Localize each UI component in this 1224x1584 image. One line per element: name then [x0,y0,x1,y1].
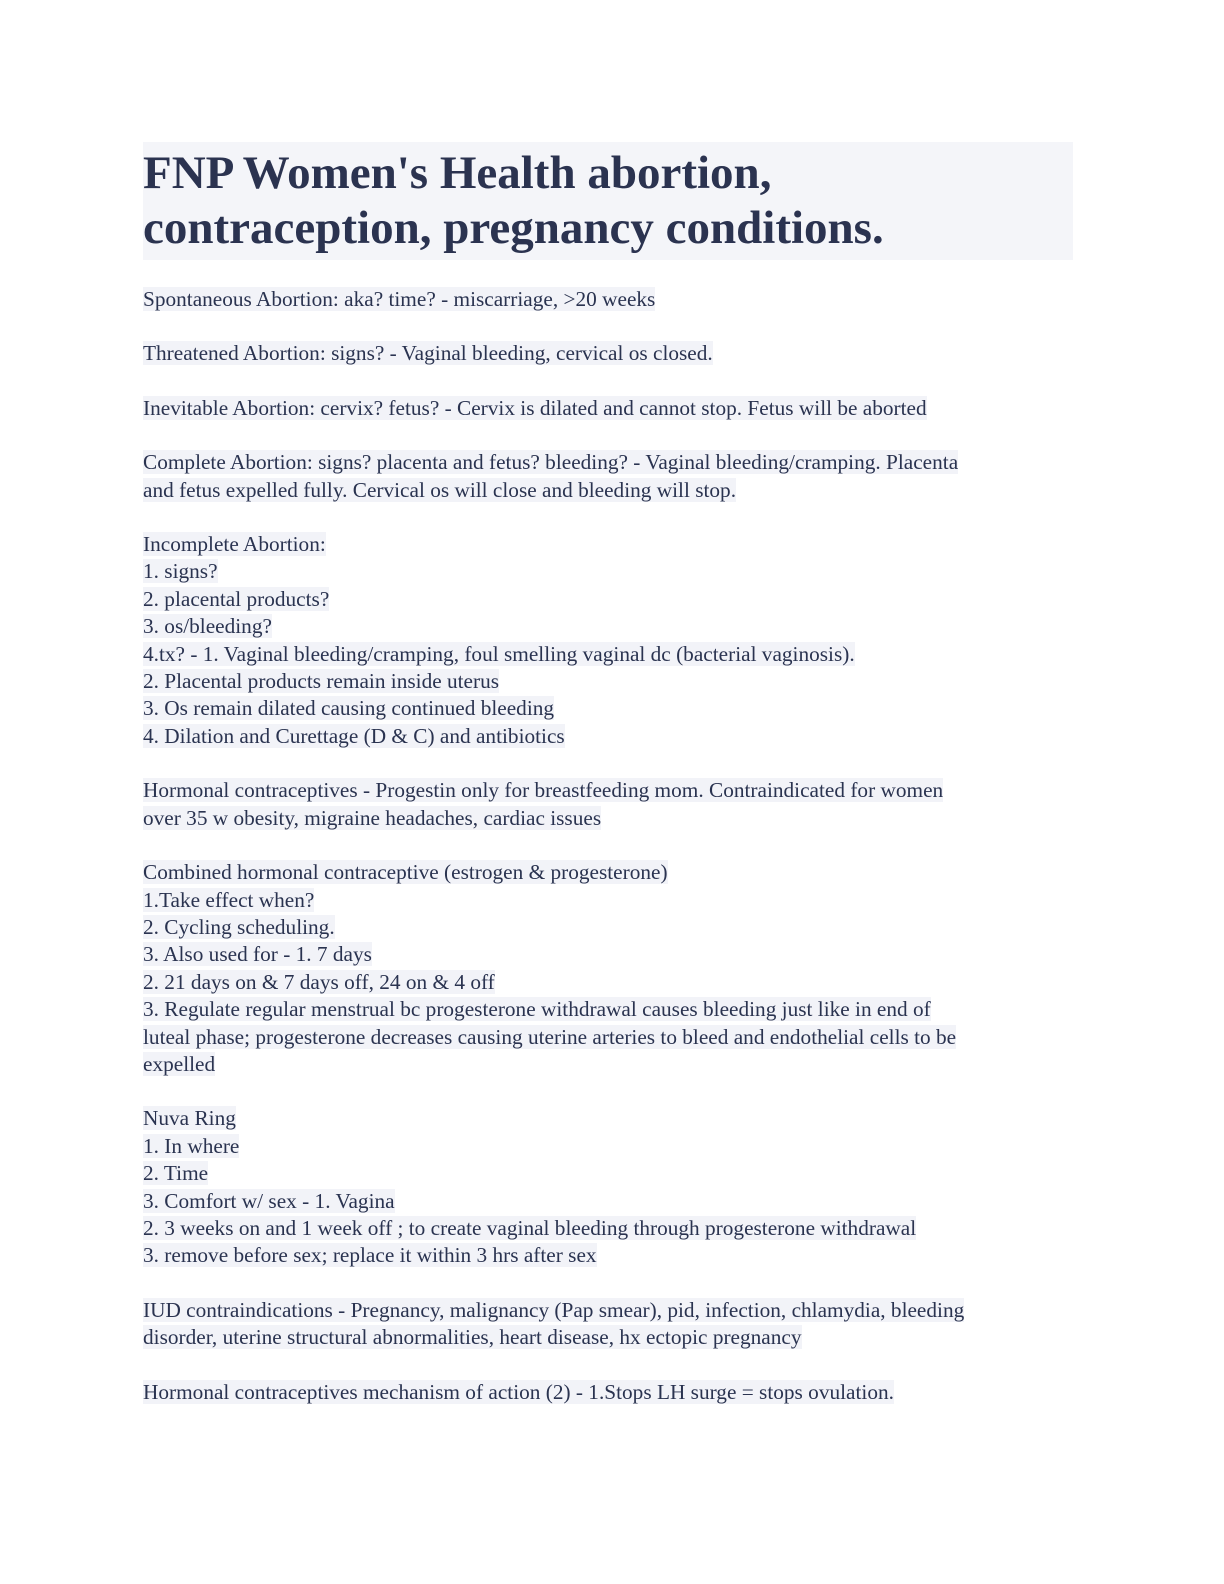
text-line-content: 2. 21 days on & 7 days off, 24 on & 4 off [143,969,495,994]
text-line [143,996,1073,1023]
text-line-content: 3. Os remain dilated causing continued bleeding [143,696,555,721]
text-line-content: Nuva Ring [143,1106,236,1131]
text-line [143,1024,1073,1051]
text-line-content: Complete Abortion: signs? placenta and fetus? bleeding? - Vaginal bleeding/cramping. Placenta [143,450,959,475]
text-line [143,1324,1073,1351]
text-line [143,1379,1073,1406]
text-line [143,395,1073,422]
flashcard-block [143,859,1073,1078]
text-line-content: 3. os/bleeding? [143,614,272,639]
text-line [143,914,1073,941]
text-line-content: and fetus expelled fully. Cervical os will close and bleeding will stop. [143,477,737,502]
text-line [143,477,1073,504]
text-line [143,1188,1073,1215]
text-line [143,449,1073,476]
text-line [143,887,1073,914]
text-line-content: 1. signs? [143,559,218,584]
text-line [143,859,1073,886]
flashcard-block [143,531,1073,750]
text-line-content: 4. Dilation and Curettage (D & C) and antibiotics [143,723,565,748]
text-line [143,969,1073,996]
text-line-content: 4.tx? - 1. Vaginal bleeding/cramping, foul smelling vaginal dc (bacterial vaginosis). [143,641,855,666]
text-line [143,723,1073,750]
flashcard-block [143,449,1073,504]
text-line-content: Hormonal contraceptives mechanism of action (2) - 1.Stops LH surge = stops ovulation. [143,1379,894,1404]
flashcard-block [143,777,1073,832]
text-line-content: 2. Cycling scheduling. [143,914,335,939]
text-line-content: Combined hormonal contraceptive (estrogen & progesterone) [143,860,668,885]
text-line [143,1242,1073,1269]
text-line-content: 2. placental products? [143,586,330,611]
text-line-content: Threatened Abortion: signs? - Vaginal bleeding, cervical os closed. [143,341,713,366]
document-page [143,142,1073,1433]
text-line [143,805,1073,832]
text-line-content: 3. Comfort w/ sex - 1. Vagina [143,1188,395,1213]
text-line-content: Spontaneous Abortion: aka? time? - miscarriage, >20 weeks [143,287,656,311]
text-line-content: 3. Regulate regular menstrual bc progesterone withdrawal causes bleeding just like in end of [143,997,931,1022]
text-line-content: IUD contraindications - Pregnancy, malignancy (Pap smear), pid, infection, chlamydia, bleeding [143,1297,965,1322]
text-line-content: 2. 3 weeks on and 1 week off ; to create vaginal bleeding through progesterone withdrawal [143,1215,917,1240]
text-line [143,668,1073,695]
text-line-content: 1.Take effect when? [143,887,315,912]
text-line [143,777,1073,804]
title-line: contraception, pregnancy conditions. [143,202,884,254]
text-line [143,1051,1073,1078]
text-line [143,695,1073,722]
text-line-content: disorder, uterine structural abnormalities, heart disease, hx ectopic pregnancy [143,1325,802,1350]
flashcard-block [143,286,1073,313]
text-line [143,340,1073,367]
text-line-content: 2. Placental products remain inside uterus [143,669,500,694]
flashcard-block [143,395,1073,422]
text-line-content: 2. Time [143,1161,209,1186]
text-line-content: Incomplete Abortion: [143,532,326,557]
text-line-content: expelled [143,1051,216,1076]
text-line-content: luteal phase; progesterone decreases causing uterine arteries to bleed and endothelial cells to be [143,1024,957,1049]
text-line [143,531,1073,558]
text-line [143,586,1073,613]
text-line [143,1215,1073,1242]
flashcard-block [143,1297,1073,1352]
text-line [143,1160,1073,1187]
text-line [143,1105,1073,1132]
text-line [143,641,1073,668]
text-line [143,941,1073,968]
text-line-content: 3. remove before sex; replace it within 3 hrs after sex [143,1243,597,1268]
page-title [143,146,1073,256]
flashcard-list [143,286,1073,1406]
flashcard-block [143,1105,1073,1269]
text-line [143,1297,1073,1324]
text-line [143,286,1073,313]
text-line [143,558,1073,585]
text-line-content: Inevitable Abortion: cervix? fetus? - Cervix is dilated and cannot stop. Fetus will be aborted [143,395,927,420]
text-line-content: Hormonal contraceptives - Progestin only for breastfeeding mom. Contraindicated for women [143,778,944,803]
text-line [143,1133,1073,1160]
text-line [143,613,1073,640]
text-line-content: over 35 w obesity, migraine headaches, cardiac issues [143,805,602,830]
title-box [143,142,1073,260]
title-line: FNP Women's Health abortion, [143,147,772,199]
flashcard-block [143,1379,1073,1406]
flashcard-block [143,340,1073,367]
text-line-content: 3. Also used for - 1. 7 days [143,942,372,967]
text-line-content: 1. In where [143,1133,240,1158]
